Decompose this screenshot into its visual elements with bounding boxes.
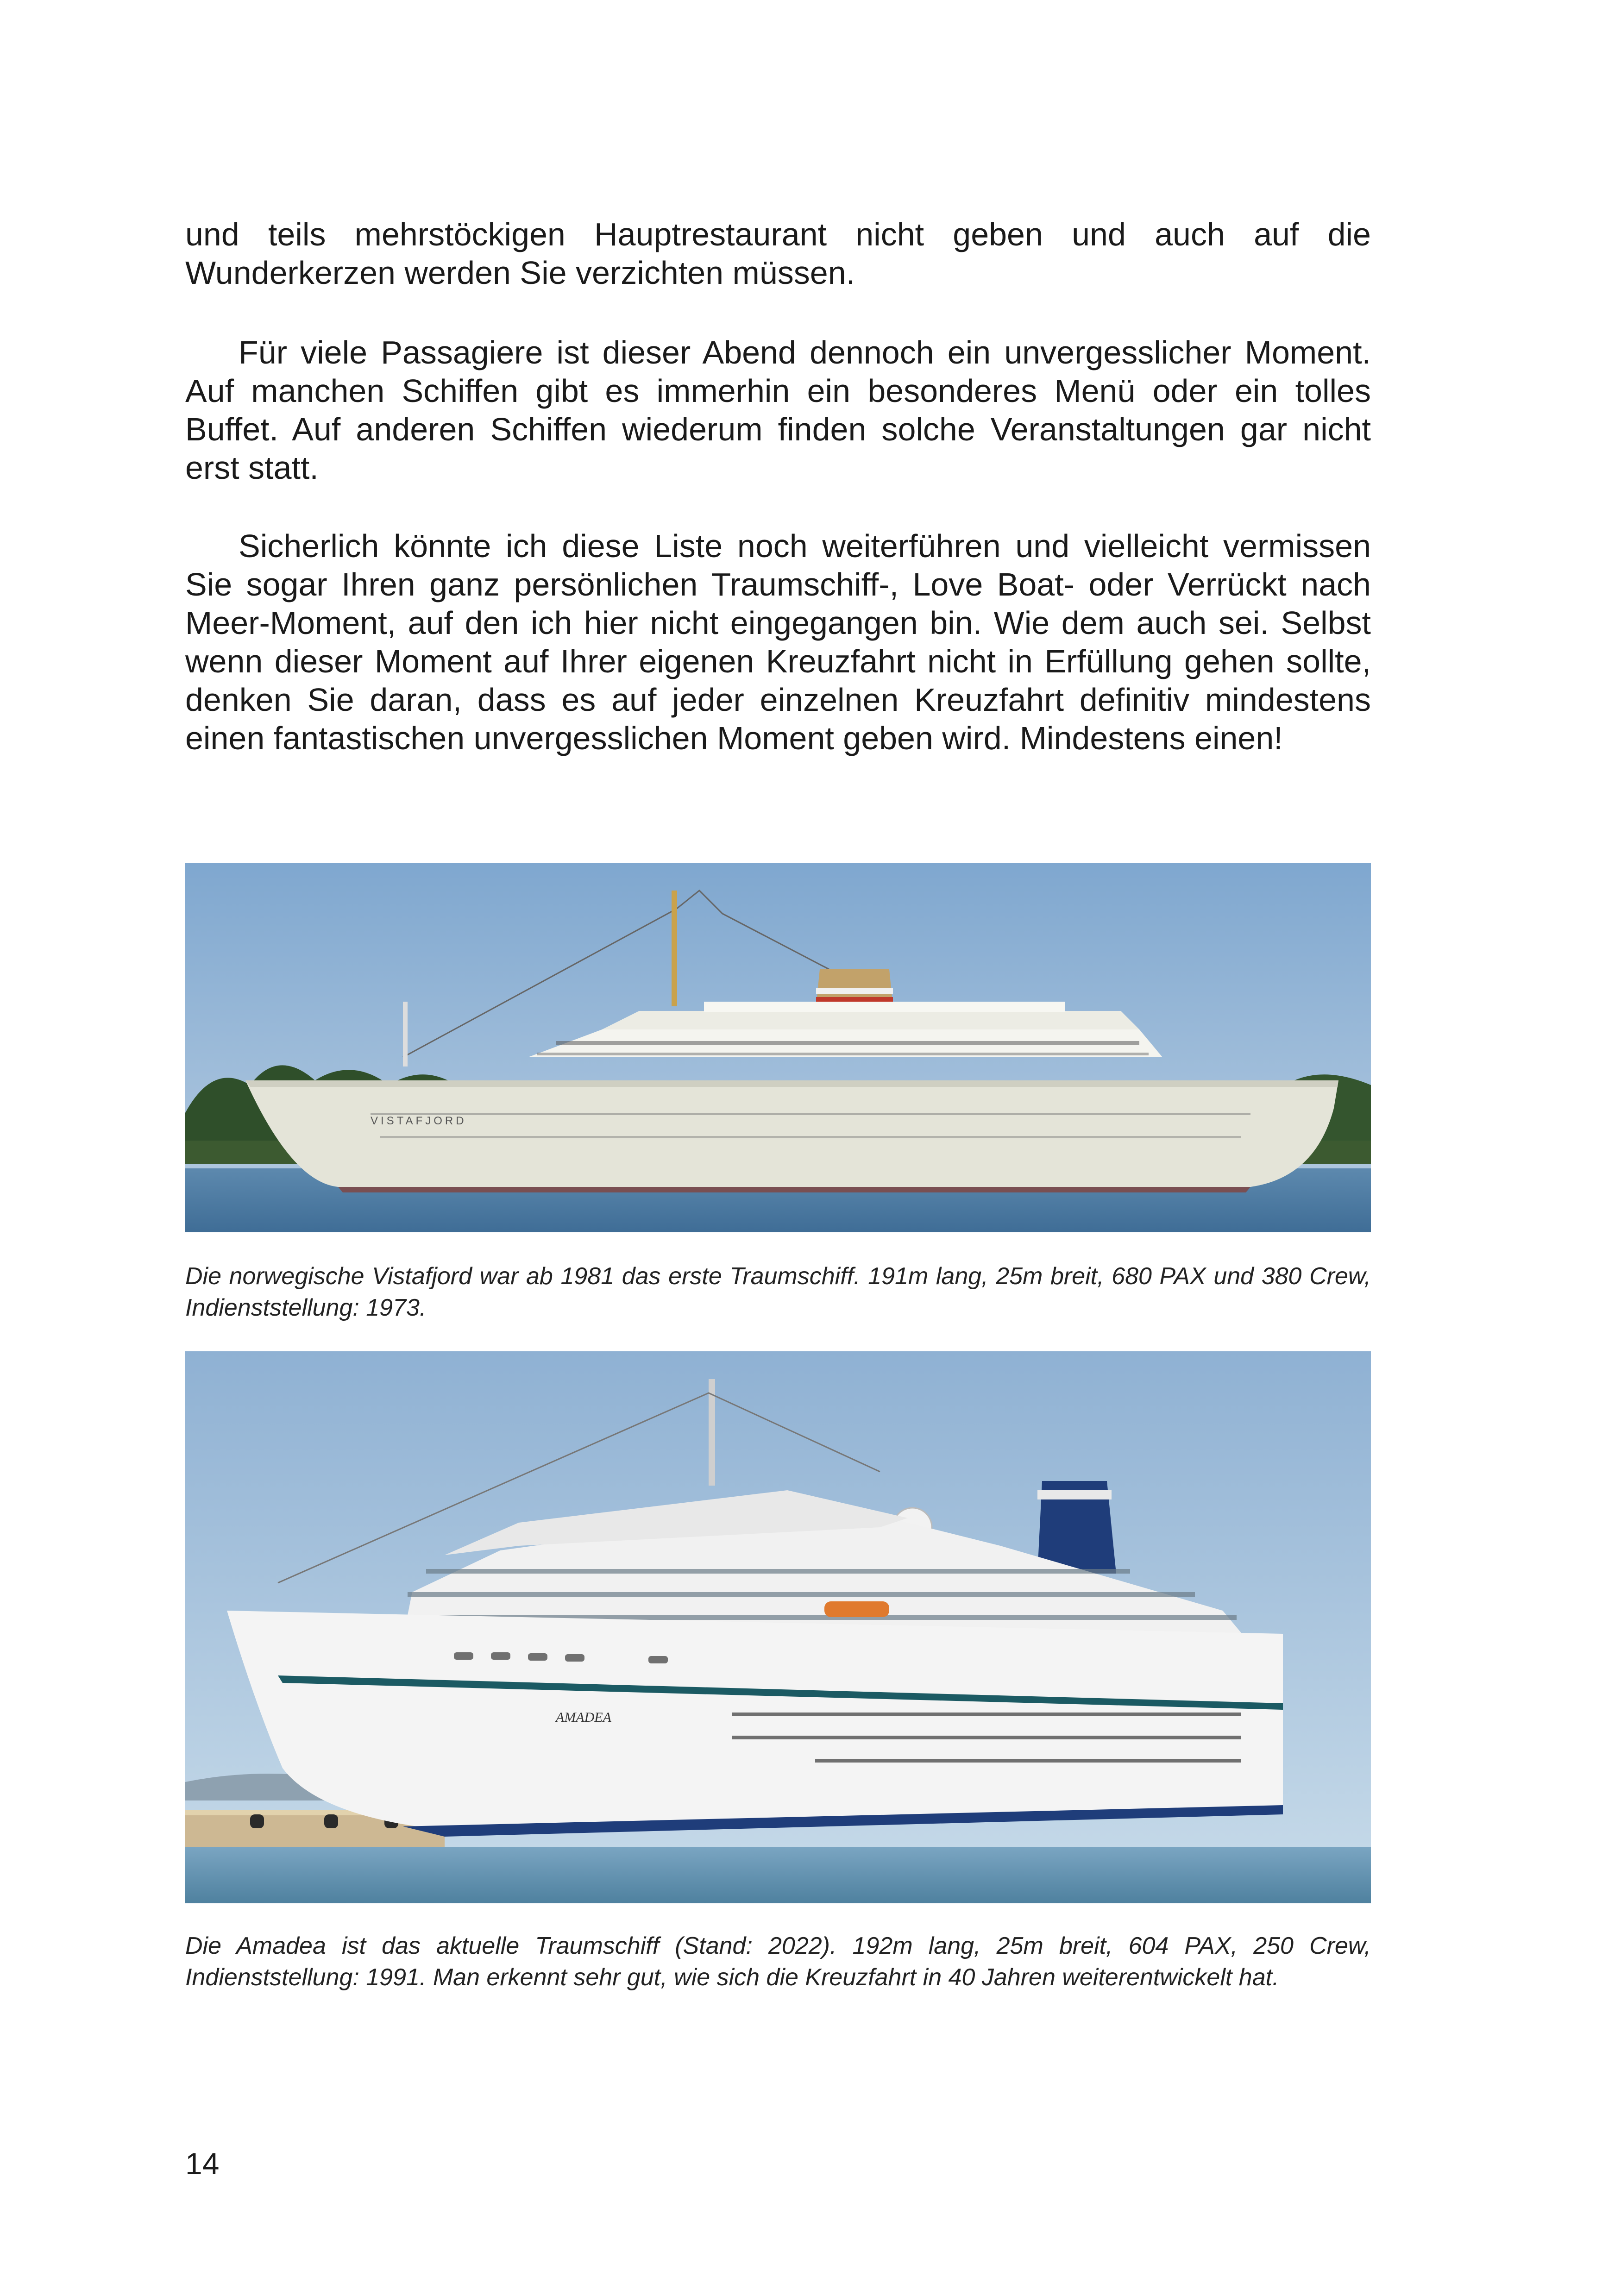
body-paragraph-1 [185, 215, 1371, 292]
vistafjord-photo [185, 863, 1371, 1232]
paragraph-text: Für viele Passagiere ist dieser Abend dennoch ein unvergesslicher Moment. Auf manchen Schiffen gibt es immerhin ein besonderes Menü oder ein tolles Buffet. Auf anderen Schiffen wiederum finden solche Veranstaltungen gar nicht erst statt. [185, 334, 1371, 486]
hull-name-amadea: AMADEA [556, 1710, 611, 1725]
figure-caption-1: Die norwegische Vistafjord war ab 1981 das erste Traumschiff. 191m lang, 25m breit, 680 PAX und 380 Crew, Indienststellung: 1973. [185, 1263, 1371, 1321]
ship-illustration-vistafjord [185, 863, 1371, 1232]
figure-caption-2: Die Amadea ist das aktuelle Traumschiff (Stand: 2022). 192m lang, 25m breit, 604 PAX, 250 Crew, Indienststellung: 1991. Man erkennt sehr gut, wie sich die Kreuzfahrt in 40 Jahren weiterentwickelt hat. [185, 1932, 1371, 1991]
body-paragraph-3 [185, 527, 1371, 758]
amadea-photo [185, 1351, 1371, 1903]
body-paragraph-2 [185, 333, 1371, 487]
hull-name-vistafjord: VISTAFJORD [371, 1115, 467, 1127]
paragraph-text: und teils mehrstöckigen Hauptrestaurant nicht geben und auch auf die Wunderkerzen werden Sie verzichten müssen. [185, 216, 1371, 291]
page-number: 14 [185, 2146, 220, 2181]
paragraph-text: Sicherlich könnte ich diese Liste noch weiterführen und vielleicht vermissen Sie sogar Ihren ganz persönlichen Traumschiff-, Love Boat- oder Verrückt nach Meer-Moment, auf den ich hier nicht eingegangen bin. Wie dem auch sei. Selbst wenn dieser Moment auf Ihrer eigenen Kreuzfahrt nicht in Erfüllung gehen sollte, denken Sie daran, dass es auf jeder einzelnen Kreuzfahrt definitiv mindestens einen fantastischen unvergesslichen Moment geben wird. Mindestens einen! [185, 528, 1371, 756]
ship-illustration-amadea [185, 1351, 1371, 1903]
